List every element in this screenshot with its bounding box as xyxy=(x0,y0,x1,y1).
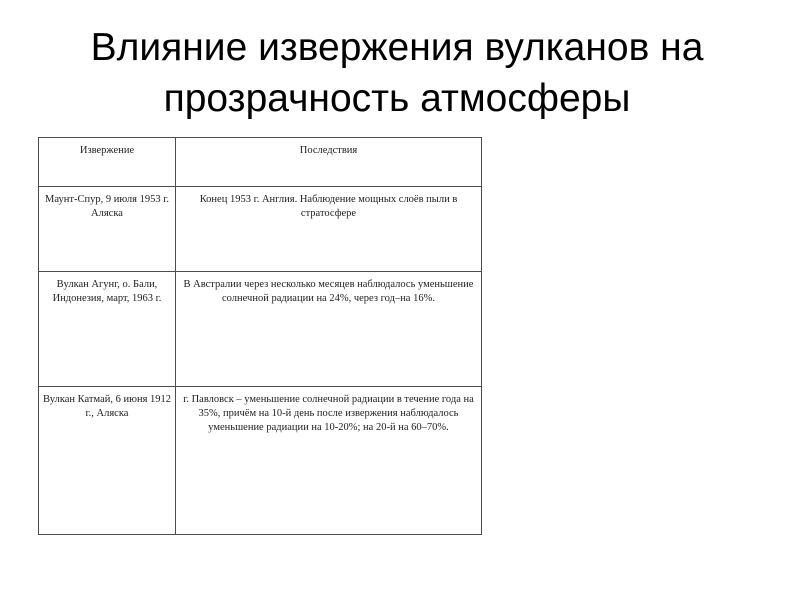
eruption-text: Маунт-Спур, 9 июля 1953 г. Аляска xyxy=(45,194,169,219)
table-header-row xyxy=(39,138,482,187)
consequences-text: г. Павловск – уменьшение солнечной радиации в течение года на 35%, причём на 10-й день после извержения наблюдалось уменьшение радиации на 10-20%; на 20-й на 60–70%. xyxy=(183,394,474,433)
cell-consequences xyxy=(176,187,482,272)
eruption-effects-table xyxy=(38,137,482,535)
cell-consequences xyxy=(176,387,482,535)
cell-eruption xyxy=(39,187,176,272)
header-eruption-text: Извержение xyxy=(79,145,135,156)
slide-title-line-2: прозрачность атмосферы xyxy=(163,77,631,120)
table-row xyxy=(39,387,482,535)
table-row xyxy=(39,272,482,387)
eruption-text: Вулкан Катмай, 6 июня 1912 г., Аляска xyxy=(42,394,172,419)
table-row xyxy=(39,187,482,272)
header-consequences-text: Последствия xyxy=(299,145,358,156)
header-consequences xyxy=(176,138,482,187)
cell-consequences xyxy=(176,272,482,387)
cell-eruption xyxy=(39,387,176,535)
consequences-text: В Австралии через несколько месяцев наблюдалось уменьшение солнечной радиации на 24%, через год–на 16%. xyxy=(183,279,474,304)
cell-eruption xyxy=(39,272,176,387)
eruption-text: Вулкан Агунг, о. Бали, Индонезия, март, 1963 г. xyxy=(52,279,162,304)
slide-title-line-1: Влияние извержения вулканов на xyxy=(90,26,704,69)
consequences-text: Конец 1953 г. Англия. Наблюдение мощных слоёв пыли в стратосфере xyxy=(199,194,458,219)
slide-title xyxy=(0,22,794,124)
header-eruption xyxy=(39,138,176,187)
